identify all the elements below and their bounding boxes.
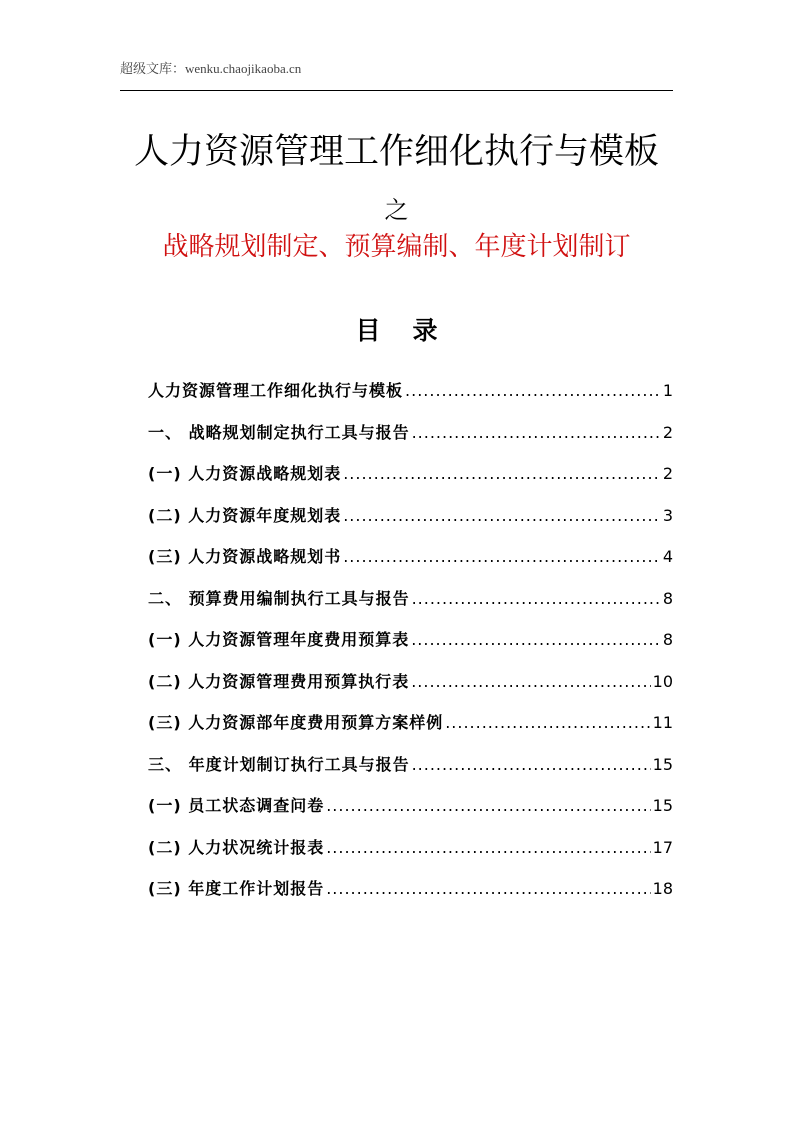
toc-entry-page: 2 — [662, 464, 673, 483]
toc-entry-page: 18 — [652, 879, 673, 898]
document-subtitle: 战略规划制定、预算编制、年度计划制订 — [162, 232, 631, 262]
toc-entry-page: 11 — [652, 713, 673, 732]
toc-entry-page: 15 — [652, 796, 673, 815]
toc-entry-page: 2 — [662, 422, 673, 442]
toc-leader — [412, 755, 651, 774]
toc-entry-page: 3 — [662, 505, 673, 525]
toc-entry-label: (二) 人力资源管理费用预算执行表 — [148, 671, 410, 691]
toc-entry-label: (一) 员工状态调查问卷 — [148, 796, 325, 815]
toc-entry-page: 8 — [662, 630, 673, 649]
page-header-site: 超级文库：wenku.chaojikaoba.cn — [120, 61, 302, 76]
toc-entry[interactable] — [148, 503, 673, 545]
toc-entry-label: (三) 人力资源部年度费用预算方案样例 — [148, 713, 444, 732]
toc-entry-label: 人力资源管理工作细化执行与模板 — [148, 381, 404, 400]
header-divider — [120, 90, 673, 91]
toc-entry-page: 1 — [662, 381, 673, 400]
document-title: 人力资源管理工作细化执行与模板 — [133, 132, 659, 172]
toc-entry-page: 8 — [662, 588, 673, 608]
toc-entry[interactable] — [148, 627, 673, 669]
toc-entry[interactable] — [148, 378, 673, 420]
toc-entry-page: 10 — [652, 671, 673, 691]
toc-entry[interactable] — [148, 669, 673, 711]
toc-entry-label: (三) 人力资源战略规划书 — [148, 547, 342, 566]
toc-entry-page: 17 — [652, 837, 673, 857]
toc-entry[interactable] — [148, 876, 673, 918]
toc-entry-page: 4 — [662, 547, 673, 566]
toc-heading-left: 目 — [355, 316, 381, 345]
toc-heading-right: 录 — [412, 316, 438, 345]
toc-heading — [0, 311, 793, 347]
toc-leader — [326, 796, 650, 815]
toc-entry-label: (一) 人力资源管理年度费用预算表 — [148, 630, 410, 649]
toc-entry[interactable] — [148, 793, 673, 835]
toc-entry[interactable] — [148, 461, 673, 503]
toc-entry-label: (二) 人力状况统计报表 — [148, 837, 325, 857]
toc-entry[interactable] — [148, 752, 673, 794]
toc-leader — [445, 713, 650, 732]
toc-entry[interactable] — [148, 586, 673, 628]
toc-leader — [405, 381, 661, 400]
toc-entry-label: 二、 预算费用编制执行工具与报告 — [148, 588, 410, 608]
toc-entry[interactable] — [148, 420, 673, 462]
toc-leader — [326, 879, 650, 898]
toc-entry[interactable] — [148, 835, 673, 877]
toc-entry[interactable] — [148, 544, 673, 586]
toc-leader — [411, 672, 650, 691]
toc-leader — [343, 506, 661, 525]
toc-entry-label: 三、 年度计划制订执行工具与报告 — [148, 754, 410, 774]
toc-entry-label: (三) 年度工作计划报告 — [148, 879, 325, 898]
toc-entry-page: 15 — [652, 754, 673, 774]
table-of-contents — [148, 378, 673, 918]
title-connector: 之 — [384, 196, 409, 224]
toc-entry-label: (一) 人力资源战略规划表 — [148, 464, 342, 483]
toc-leader — [343, 547, 661, 566]
toc-leader — [343, 464, 661, 483]
toc-entry-label: 一、 战略规划制定执行工具与报告 — [148, 422, 410, 442]
toc-leader — [326, 838, 650, 857]
toc-leader — [412, 589, 661, 608]
toc-entry[interactable] — [148, 710, 673, 752]
toc-leader — [411, 630, 661, 649]
toc-entry-label: (二) 人力资源年度规划表 — [148, 505, 342, 525]
toc-leader — [412, 423, 661, 442]
